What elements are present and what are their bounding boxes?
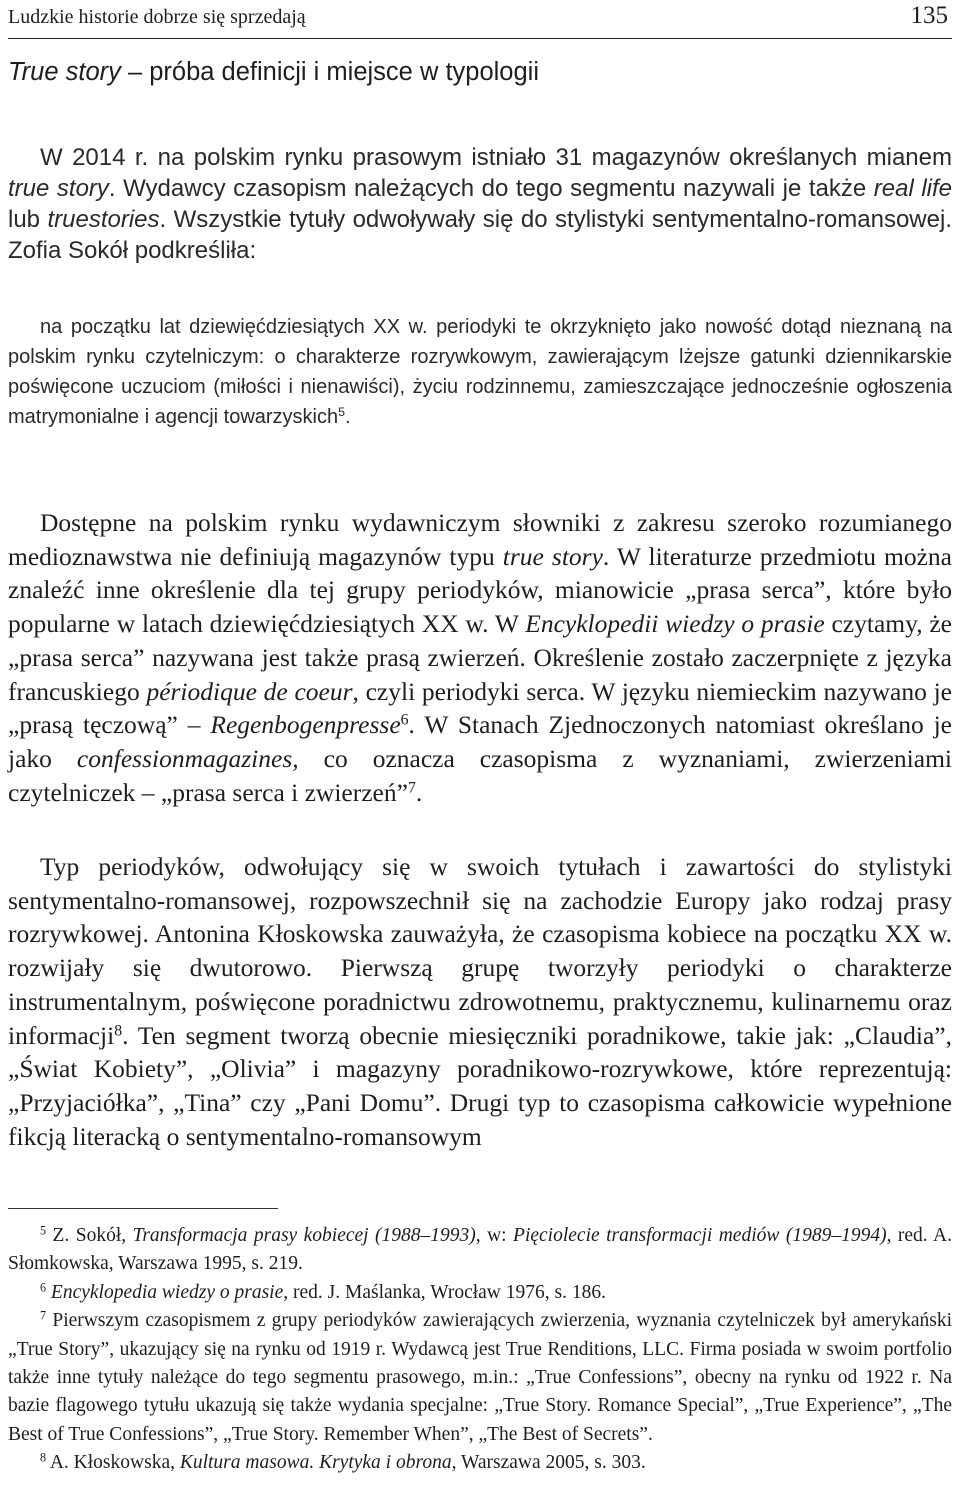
p1-text-7: . [415, 777, 423, 807]
footnote-7 [8, 1307, 952, 1449]
block-quote [8, 312, 952, 432]
footnote-ref-5[interactable]: 5 [338, 405, 346, 420]
footnote-ref-8[interactable]: 8 [114, 1021, 123, 1039]
p2-text-1: Typ periodyków, odwołujący się w swoich tytułach i zawartości do stylistyki sentymentalno-romansowej, rozpowszechnił się na zachodzie Europy jako rodzaj prasy rozrywkowej. Antonina Kłoskowska zauważyła, że czasopisma kobiece na początku XX w. rozwijały się dwutorowo. Pierwszą grupę tworzyły periodyki o charakterze instrumentalnym, poświęcone poradnictwu zdrowotnemu, praktycznemu, kulinarnemu oraz informacji [8, 852, 952, 1050]
p1-text-1: Dostępne na polskim rynku wydawniczym słowniki z zakresu szeroko rozumianego medioznawstwa nie definiują magazynów typu [8, 508, 952, 571]
footnote-text: , red. A. Słomkowska, Warszawa 1995, s. 219. [8, 1225, 952, 1275]
footnote-6 [8, 1279, 952, 1307]
intro-term-2: real life [873, 175, 953, 202]
intro-text-3: lub [8, 206, 48, 233]
footnote-8 [8, 1449, 952, 1477]
section-title [8, 58, 952, 87]
intro-paragraph [8, 142, 952, 266]
p2-text-2: . Ten segment tworzą obecnie miesięczniki poradnikowe, takie jak: „Claudia”, „Świat Kobiety”, „Olivia” i magazyny poradnikowo-rozrywkowe, które reprezentują: „Przyjaciółka”, „Tina” czy „Pani Domu”. Drugi typ to czasopisma całkowicie wypełnione fikcją literacką o sentymentalno-romansowym [8, 1020, 952, 1151]
footnote-number: 8 [40, 1450, 47, 1465]
footnote-ref-6[interactable]: 6 [400, 711, 409, 729]
intro-text-2: . Wydawcy czasopism należących do tego segmentu nazywali je także [108, 175, 874, 202]
quote-text: na początku lat dziewięćdziesiątych XX w. periodyki te okrzyknięto jako nowość dotąd nieznaną na polskim rynku czytelniczym: o charakterze rozrywkowym, zawierającym lżejsze gatunki dziennikarskie poświęcone uczuciom (miłości i nienawiści), życiu rodzinnemu, zamieszczające jednocześnie ogłoszenia matrymonialne i agencji towarzyskich [8, 316, 952, 428]
page-number: 135 [910, 2, 948, 29]
running-title: Ludzkie historie dobrze się sprzedają [8, 6, 306, 28]
p1-text-3: czytamy, że „prasa serca” nazywana jest także prasą zwierzeń. Określenie zostało zaczerpnięte z języka francuskiego [8, 609, 952, 706]
footnote-number: 7 [40, 1308, 47, 1323]
footnote-number: 6 [40, 1280, 47, 1295]
footnote-text: Z. Sokół, [46, 1225, 133, 1246]
p1-text-6: , co oznacza czasopisma z wyznaniami, zwierzeniami czytelniczek – „prasa serca i zwierzeń” [8, 743, 953, 807]
footnote-5 [8, 1222, 952, 1279]
p1-term-2: Encyklopedii wiedzy o prasie [525, 609, 825, 639]
p1-text-5: . W Stanach Zjednoczonych natomiast określano je jako [8, 710, 952, 773]
intro-term-1: true story [8, 175, 109, 202]
footnote-title: Encyklopedia wiedzy o prasie [46, 1281, 284, 1303]
p1-term-4: Regenbogenpresse [210, 710, 401, 740]
footnote-text: , w: [475, 1225, 514, 1246]
body-paragraph-2 [8, 850, 952, 1153]
p1-text-4: , czyli periodyki serca. W języku niemieckim nazywano je „prasą tęczową” – [8, 676, 952, 740]
p1-term-1: true story [502, 541, 603, 571]
footnote-ref-7[interactable]: 7 [407, 778, 416, 796]
footnote-text: , Warszawa 2005, s. 303. [451, 1452, 646, 1474]
body-paragraph-1 [8, 506, 952, 809]
p1-text-2: . W literaturze przedmiotu można znaleźć inne określenie dla tej grupy periodyków, mianowicie „prasa serca”, które było popularne w latach dziewięćdziesiątych XX w. W [8, 541, 952, 639]
footnotes [8, 1222, 952, 1478]
intro-text-4: . Wszystkie tytuły odwoływały się do stylistyki sentymentalno-romansowej. Zofia Sokół podkreśliła: [8, 206, 952, 264]
footnote-title: Transformacja prasy kobiecej (1988–1993) [132, 1225, 476, 1246]
header-rule [8, 38, 952, 39]
footnote-title: Kultura masowa. Krytyka i obrona [179, 1452, 452, 1474]
section-title-rest: – próba definicji i miejsce w typologii [120, 58, 540, 86]
footnote-text: Pierwszym czasopismem z grupy periodyków zawierających zwierzenia, wyznania czytelniczek był amerykański „True Story”, ukazujący się na rynku od 1919 r. Wydawcą jest True Renditions, LLC. Firma posiada w swoim portfolio także inne tytuły należące do tego segmentu prasowego, m.in.: „True Confessions”, obecny na rynku od 1922 r. Na bazie flagowego tytułu ukazują się także wydania specjalne: „True Story. Romance Special”, „True Experience”, „The Best of True Confessions”, „True Story. Remember When”, „The Best of Secrets”. [8, 1310, 952, 1445]
footnote-rule [8, 1208, 278, 1209]
running-header [8, 4, 952, 34]
intro-text-1: W 2014 r. na polskim rynku prasowym istniało 31 magazynów określanych mianem [40, 144, 952, 171]
p1-term-5: confessionmagazines [76, 743, 293, 773]
footnote-text: A. Kłoskowska, [46, 1452, 180, 1474]
footnote-title: Pięciolecie transformacji mediów (1989–1994) [513, 1225, 887, 1246]
quote-end: . [345, 406, 351, 428]
footnote-number: 5 [40, 1223, 47, 1238]
section-title-italic: True story [8, 58, 121, 86]
intro-term-3: truestories [47, 206, 160, 233]
p1-term-3: périodique de coeur [146, 676, 353, 706]
footnote-text: , red. J. Maślanka, Wrocław 1976, s. 186. [283, 1281, 606, 1303]
